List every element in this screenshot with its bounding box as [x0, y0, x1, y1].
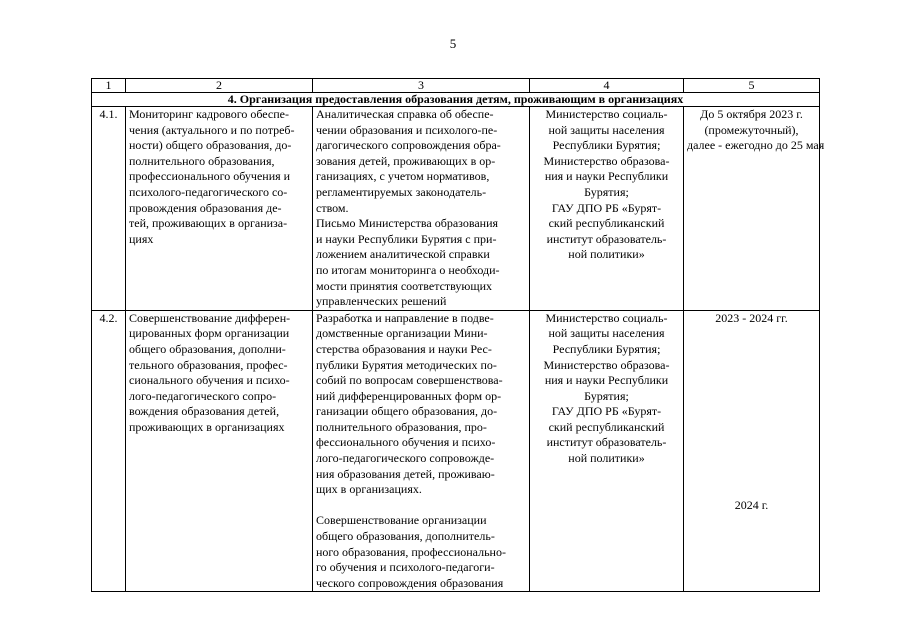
text-line: Бурятия; [584, 184, 629, 199]
column-number: 5 [684, 79, 820, 93]
text-line: Республики Бурятия; [552, 341, 661, 356]
text-line: провождения образования де- [129, 200, 282, 215]
text-line: ния и науки Республики [544, 169, 669, 184]
text-line: Министерство социаль- [545, 310, 668, 325]
spacer [687, 373, 816, 389]
text-line: цированных форм организации [129, 326, 290, 341]
spacer [687, 358, 816, 374]
text-line: Бурятия; [584, 388, 629, 403]
text-line: Совершенствование организации [316, 513, 487, 528]
text-line: (промежуточный), [704, 122, 799, 137]
section-title: 4. Организация предоставления образования детям, проживающим в организациях [92, 93, 820, 107]
text-line: 2023 - 2024 гг. [715, 310, 788, 325]
column-number: 4 [530, 79, 684, 93]
text-line: профессионального обучения и [129, 169, 291, 184]
text-line: ной защиты населения [548, 326, 665, 341]
text-line: институт образователь- [546, 435, 667, 450]
text-line: далее - ежегодно до 25 мая [687, 138, 825, 153]
text-line: по итогам мониторинга о необходи- [316, 262, 500, 277]
spacer [687, 342, 816, 358]
text-line: собий по вопросам совершенствова- [316, 373, 503, 388]
text-line: ГАУ ДПО РБ «Бурят- [551, 404, 662, 419]
spacer [316, 498, 526, 514]
text-line: Совершенствование дифферен- [129, 310, 291, 325]
text-line: чении образования и психолого-пе- [316, 122, 498, 137]
spacer [687, 482, 816, 498]
text-line: щих в организациях. [316, 482, 422, 497]
text-line: ский республиканский [548, 216, 665, 231]
column-number: 3 [313, 79, 530, 93]
text-line: ной политики» [568, 451, 645, 466]
text-line: Мониторинг кадрового обеспе- [129, 107, 289, 121]
spacer [687, 326, 816, 342]
text-line: ного образования, профессионально- [316, 544, 506, 559]
text-line: ний дифференцированных форм ор- [316, 388, 502, 403]
text-line: ганизации общего образования, до- [316, 404, 498, 419]
text-line: Разработка и направление в подве- [316, 310, 494, 325]
text-line: дагогического сопровождения обра- [316, 138, 501, 153]
text-line: ния образования детей, проживаю- [316, 466, 495, 481]
column-number: 2 [126, 79, 313, 93]
text-line: тей, проживающих в организа- [129, 216, 288, 231]
text-line: лого-педагогического сопро- [129, 388, 277, 403]
text-line: 2024 г. [734, 497, 769, 512]
text-line: Министерство социаль- [545, 107, 668, 121]
result-cell [313, 310, 530, 592]
responsible-cell [530, 107, 684, 311]
text-line: ческого сопровождения образования [316, 575, 504, 590]
text-line: общего образования, дополнитель- [316, 529, 495, 544]
responsible-cell [530, 310, 684, 592]
text-line: ной защиты населения [548, 122, 665, 137]
table-row [92, 107, 820, 311]
text-line: домственные организации Мини- [316, 326, 488, 341]
text-line: тельного образования, профес- [129, 357, 288, 372]
spacer [687, 451, 816, 467]
spacer [687, 420, 816, 436]
text-line: Письмо Министерства образования [316, 216, 499, 231]
text-line: вождения образования детей, [129, 404, 280, 419]
deadline-cell [684, 310, 820, 592]
column-number: 1 [92, 79, 126, 93]
spacer [687, 435, 816, 451]
row-number: 4.2. [92, 310, 126, 592]
text-line: ности) общего образования, до- [129, 138, 292, 153]
activity-cell [126, 310, 313, 592]
deadline-cell [684, 107, 825, 311]
text-line: Республики Бурятия; [552, 138, 661, 153]
text-line: зования детей, проживающих в ор- [316, 153, 496, 168]
text-line: ганизациях, с учетом нормативов, [316, 169, 490, 184]
text-line: институт образователь- [546, 231, 667, 246]
text-line: ложением аналитической справки [316, 247, 490, 262]
text-line: До 5 октября 2023 г. [700, 107, 803, 121]
text-line: ной политики» [568, 247, 645, 262]
text-line: психолого-педагогического со- [129, 184, 288, 199]
text-line: общего образования, дополни- [129, 341, 286, 356]
text-line: проживающих в организациях [129, 419, 285, 434]
text-line: лого-педагогического сопровожде- [316, 451, 495, 466]
text-line: полнительного образования, [129, 153, 275, 168]
plan-table [91, 78, 825, 592]
text-line: го обучения и психолого-педагоги- [316, 560, 495, 575]
text-line: публики Бурятия методических по- [316, 357, 497, 372]
row-number: 4.1. [92, 107, 126, 311]
page-number: 5 [449, 36, 457, 51]
activity-cell [126, 107, 313, 311]
column-number-row [92, 79, 820, 93]
text-line: и науки Республики Бурятия с при- [316, 231, 497, 246]
text-line: стерства образования и науки Рес- [316, 341, 492, 356]
text-line: управленческих решений [316, 294, 447, 309]
text-line: полнительного образования, про- [316, 419, 487, 434]
text-line: регламентируемых законодатель- [316, 184, 487, 199]
text-line: ский республиканский [548, 419, 665, 434]
text-line: Министерство образова- [543, 153, 670, 168]
result-cell [313, 107, 530, 311]
text-line: фессионального обучения и психо- [316, 435, 496, 450]
text-line: ством. [316, 200, 349, 215]
spacer [687, 389, 816, 405]
text-line: Аналитическая справка об обеспе- [316, 107, 494, 121]
text-line: циях [129, 231, 154, 246]
text-line: чения (актуального и по потреб- [129, 122, 295, 137]
text-line: мости принятия соответствующих [316, 278, 493, 293]
table-row [92, 310, 820, 592]
section-header-row [92, 93, 820, 107]
text-line: ния и науки Республики [544, 373, 669, 388]
text-line: сионального обучения и психо- [129, 373, 290, 388]
text-line: Министерство образова- [543, 357, 670, 372]
spacer [687, 404, 816, 420]
text-line: ГАУ ДПО РБ «Бурят- [551, 200, 662, 215]
spacer [687, 467, 816, 483]
